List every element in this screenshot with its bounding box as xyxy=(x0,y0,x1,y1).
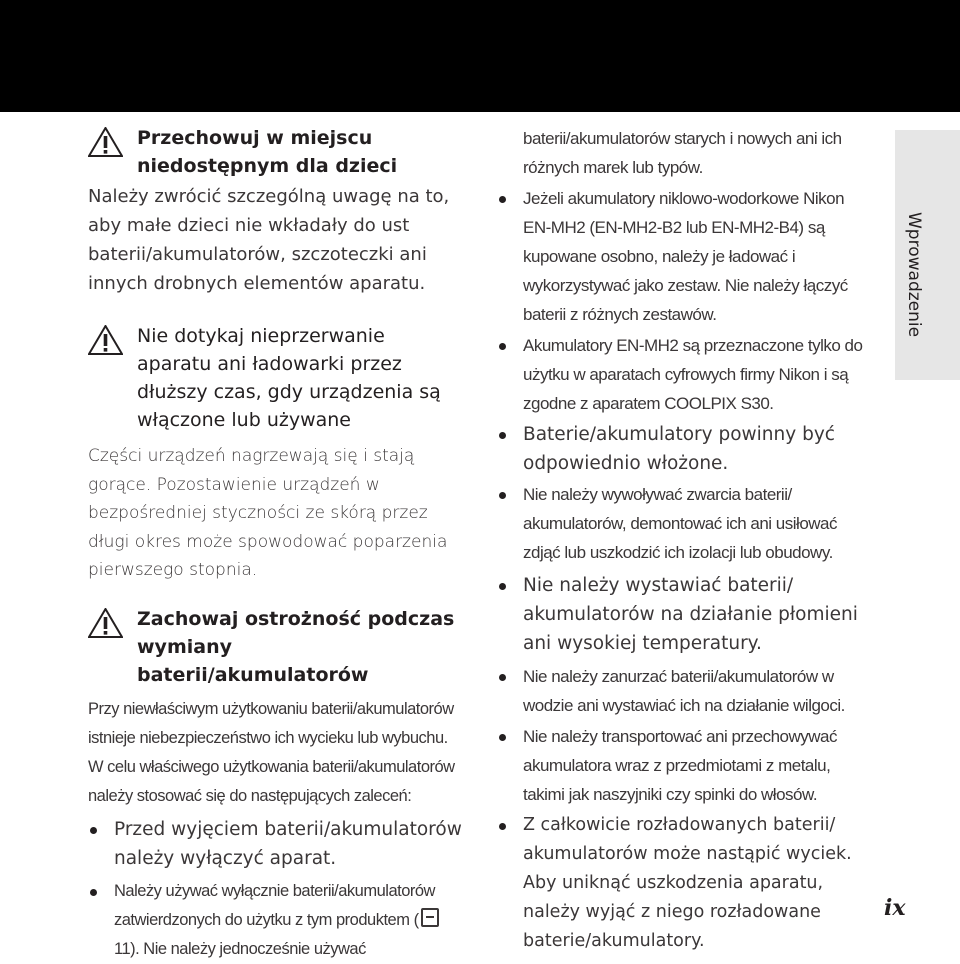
title-line: wymiany baterii/akumulatorów xyxy=(137,635,369,686)
warning-body: W celu właściwego użytkowania baterii/akumulatorów należy stosować się do następujących zaleceń: xyxy=(88,757,455,805)
right-column xyxy=(497,124,869,956)
list-item: Akumulatory EN-MH2 są przeznaczone tylko do użytku w aparatach cyfrowych firmy Nikon i są zgodne z aparatem COOLPIX S30. xyxy=(497,331,869,418)
list-item: Przed wyjęciem baterii/akumulatorów należy wyłączyć aparat. xyxy=(88,815,468,873)
title-line: włączone lub używane xyxy=(137,409,351,431)
list-item: Nie należy wystawiać baterii/ akumulatorów na działanie płomieni ani wysokiej temperatury. xyxy=(497,571,869,658)
title-line: aparatu ani ładowarki przez xyxy=(137,353,402,375)
warning-section-battery xyxy=(88,605,468,689)
warning-triangle-icon xyxy=(88,608,123,638)
list-item-text: 11). Nie należy jednocześnie używać xyxy=(114,939,366,958)
warning-title xyxy=(137,124,468,180)
list-item: Nie należy wywoływać zwarcia baterii/ akumulatorów, demontować ich ani usiłować zdjąć lub uszkodzić ich izolacji lub obudowy. xyxy=(497,480,869,567)
list-item: Jeżeli akumulatory niklowo-wodorkowe Nikon EN-MH2 (EN-MH2-B2 lub EN-MH2-B4) są kupowane osobno, należy je ładować i wykorzystywać jako zestaw. Nie należy łączyć baterii z różnych zestawów. xyxy=(497,184,869,329)
warning-title xyxy=(137,322,468,434)
side-tab-label: Wprowadzenie xyxy=(904,212,924,338)
warning-body: Części urządzeń nagrzewają się i stają gorące. Pozostawienie urządzeń w bezpośredniej styczności ze skórą przez długi okres może spowodować poparzenia pierwszego stopnia. xyxy=(88,446,448,580)
title-line: niedostępnym dla dzieci xyxy=(137,155,398,177)
list-item: Baterie/akumulatory powinny być odpowiednio włożone. xyxy=(497,420,869,478)
warning-body: Należy zwrócić szczególną uwagę na to, aby małe dzieci nie wkładały do ust baterii/akumulatorów, szczoteczki ani innych drobnych elementów aparatu. xyxy=(88,186,450,294)
title-line: dłuższy czas, gdy urządzenia są xyxy=(137,381,441,403)
warning-triangle-icon xyxy=(88,127,123,157)
warning-section-children xyxy=(88,124,468,180)
continued-text: baterii/akumulatorów starych i nowych ani ich różnych marek lub typów. xyxy=(523,129,842,177)
battery-precautions-list xyxy=(497,184,869,956)
warning-body: Przy niewłaściwym użytkowaniu baterii/akumulatorów istnieje niebezpieczeństwo ich wycieku lub wybuchu. xyxy=(88,699,454,747)
warning-triangle-icon xyxy=(88,325,123,355)
title-line: Nie dotykaj nieprzerwanie xyxy=(137,325,385,347)
title-line: Przechowuj w miejscu xyxy=(137,127,373,149)
list-item: Nie należy zanurzać baterii/akumulatorów w wodzie ani wystawiać ich na działanie wilgoci. xyxy=(497,662,869,720)
paren: ( xyxy=(413,910,419,929)
battery-bullet-list xyxy=(88,815,468,964)
left-column xyxy=(88,124,468,964)
title-line: Zachowaj ostrożność podczas xyxy=(137,607,455,630)
warning-section-heat xyxy=(88,322,468,434)
top-black-band xyxy=(0,0,960,112)
list-item: Z całkowicie rozładowanych baterii/ akumulatorów może nastąpić wyciek. Aby uniknąć uszkodzenia aparatu, należy wyjąć z niego rozładowane baterie/akumulatory. xyxy=(497,811,869,956)
list-item: Nie należy transportować ani przechowywać akumulatora wraz z przedmiotami z metalu, takimi jak naszyjniki czy spinki do włosów. xyxy=(497,722,869,809)
list-item-text: Należy używać wyłącznie baterii/akumulatorów zatwierdzonych do użytku z tym produktem xyxy=(114,881,435,929)
page-number: ix xyxy=(884,895,906,921)
book-reference-icon xyxy=(421,908,439,927)
warning-title xyxy=(137,605,468,689)
list-item xyxy=(88,877,468,964)
